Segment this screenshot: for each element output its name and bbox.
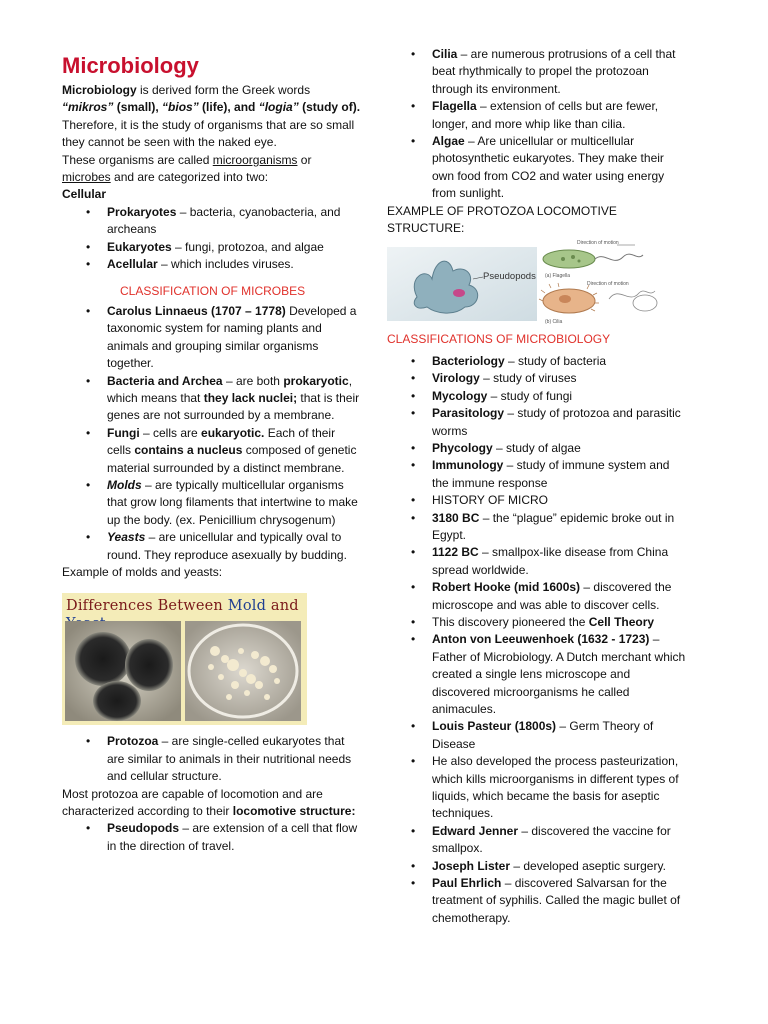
list-item: • Virology – study of viruses	[387, 370, 687, 387]
protozoa-example-label: EXAMPLE OF PROTOZOA LOCOMOTIVE STRUCTURE:	[387, 203, 617, 236]
page-title: Microbiology	[62, 53, 199, 78]
history-heading: • HISTORY OF MICRO	[387, 492, 687, 509]
list-item: • Yeasts – are unicellular and typically oval to round. They reproduce asexually by budding.	[62, 529, 362, 564]
protozoa-list	[62, 733, 362, 785]
right-column	[387, 46, 687, 927]
classification-list	[62, 303, 362, 564]
pseudopods-caption: Pseudopods	[483, 271, 536, 283]
flagella-caption: (a) Flagella	[545, 273, 571, 280]
list-item: • He also developed the process pasteurization, which kills microorganisms in different types of liquids, which became the basis for aseptic techniques.	[387, 753, 687, 823]
cilia-caption: (b) Cilia	[545, 319, 563, 326]
molds-example-label: Example of molds and yeasts:	[62, 564, 223, 579]
list-item: • Edward Jenner – discovered the vaccine for smallpox.	[387, 823, 687, 858]
list-item: • This discovery pioneered the Cell Theory	[387, 614, 687, 631]
list-item: • Protozoa – are single-celled eukaryotes that are similar to animals in their nutritional needs and cellular structure.	[62, 733, 362, 785]
protozoa-locomotion-figure	[387, 237, 685, 325]
cellular-label: Cellular	[62, 187, 107, 202]
list-item: • Molds – are typically multicellular organisms that grow long filaments that intertwine to make up the body. (ex. Penicillium chrysogenum)	[62, 477, 362, 529]
list-item: • Mycology – study of fungi	[387, 388, 687, 405]
list-item: • Pseudopods – are extension of a cell that flow in the direction of travel.	[62, 820, 362, 855]
list-item: • Fungi – cells are eukaryotic. Each of their cells contains a nucleus composed of genetic material surrounded by a distinct membrane.	[62, 425, 362, 477]
molds-yeasts-figure	[62, 593, 307, 725]
left-column	[62, 52, 362, 855]
list-item: • Eukaryotes – fungi, protozoa, and algae	[62, 239, 362, 256]
protozoa-paragraph: Most protozoa are capable of locomotion and are characterized according to their locomotive structure:	[62, 786, 356, 818]
list-item: • Carolus Linnaeus (1707 – 1778) Developed a taxonomic system for naming plants and animals and grouping similar organisms together.	[62, 303, 362, 373]
cellular-list	[62, 204, 362, 274]
list-item: • Phycology – study of algae	[387, 440, 687, 457]
list-item: • Paul Ehrlich – discovered Salvarsan for the treatment of syphilis. Called the magic bullet of chemotherapy.	[387, 875, 687, 927]
list-item: • Algae – Are unicellular or multicellular photosynthetic eukaryotes. They make their own food from CO2 and water using energy from sunlight.	[387, 133, 687, 203]
intro-therefore: Therefore, it is the study of organisms that are so small they cannot be seen with the naked eye.	[62, 117, 355, 150]
motion-caption-1: Direction of motion	[577, 240, 619, 247]
protozoa-figure-image	[387, 237, 685, 325]
list-item: • Cilia – are numerous protrusions of a cell that beat rhythmically to propel the protozoan through its environment.	[387, 46, 687, 98]
molds-figure-title: Differences Between Mold and	[66, 598, 299, 615]
list-item: • Prokaryotes – bacteria, cyanobacteria, and archeans	[62, 204, 362, 239]
pseudopods-list	[62, 820, 362, 855]
motion-caption-2: Direction of motion	[587, 281, 629, 288]
list-item: • Anton von Leeuwenhoek (1632 - 1723) – Father of Microbiology. A Dutch merchant which created a single lens microscope and discovered microorganisms he called animacules.	[387, 631, 687, 718]
list-item: • 3180 BC – the “plague” epidemic broke out in Egypt.	[387, 510, 687, 545]
list-item: • Joseph Lister – developed aseptic surgery.	[387, 858, 687, 875]
list-item: • Louis Pasteur (1800s) – Germ Theory of Disease	[387, 718, 687, 753]
yeast-plate-image	[185, 621, 301, 721]
classifications-heading: CLASSIFICATIONS OF MICROBIOLOGY	[387, 332, 611, 347]
intro-paragraph: Microbiology is derived form the Greek words “mikros” (small), “bios” (life), and “logia” (study of).	[62, 83, 361, 115]
list-item: • Robert Hooke (mid 1600s) – discovered the microscope and was able to discover cells.	[387, 579, 687, 614]
list-item: • Bacteria and Archea – are both prokaryotic, which means that they lack nuclei; that is their genes are not surrounded by a membrane.	[62, 373, 362, 425]
list-item: • Acellular – which includes viruses.	[62, 256, 362, 273]
list-item: • Parasitology – study of protozoa and parasitic worms	[387, 405, 687, 440]
mold-plate-image	[65, 621, 181, 721]
locomotion-list	[387, 46, 687, 203]
list-item: • Bacteriology – study of bacteria	[387, 353, 687, 370]
list-item: • Flagella – extension of cells but are fewer, longer, and more whip like than cilia.	[387, 98, 687, 133]
branches-list	[387, 353, 687, 927]
classification-heading: CLASSIFICATION OF MICROBES	[120, 284, 306, 299]
list-item: • Immunology – study of immune system and the immune response	[387, 457, 687, 492]
list-item: • 1122 BC – smallpox-like disease from China spread worldwide.	[387, 544, 687, 579]
intro-called: These organisms are called microorganisms or microbes and are categorized into two:	[62, 152, 312, 185]
